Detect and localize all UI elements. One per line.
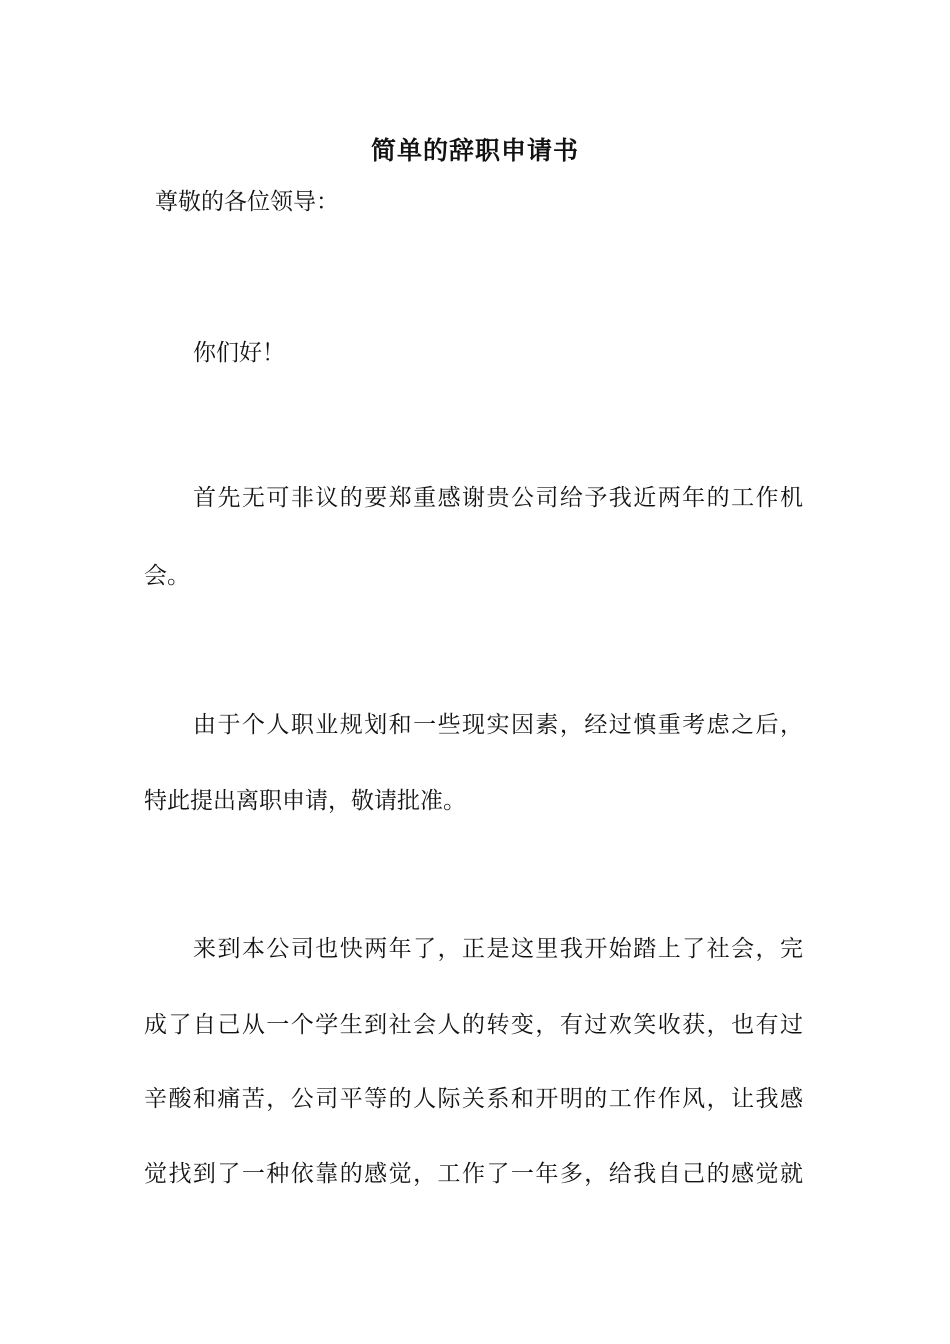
- greeting: 你们好！: [193, 340, 285, 366]
- paragraph-3-line-3: 辛酸和痛苦，公司平等的人际关系和开明的工作作风，让我感: [144, 1086, 803, 1112]
- paragraph-1-line-1: 首先无可非议的要郑重感谢贵公司给予我近两年的工作机: [193, 485, 803, 511]
- document-title: 简单的辞职申请书: [370, 136, 579, 165]
- paragraph-3-line-2: 成了自己从一个学生到社会人的转变，有过欢笑收获，也有过: [144, 1012, 803, 1038]
- paragraph-3-line-4: 觉找到了一种依靠的感觉，工作了一年多，给我自己的感觉就: [144, 1161, 803, 1187]
- paragraph-1-line-2: 会。: [144, 563, 190, 589]
- paragraph-2-line-1: 由于个人职业规划和一些现实因素，经过慎重考虑之后，: [193, 712, 803, 738]
- salutation: 尊敬的各位领导：: [155, 189, 339, 215]
- paragraph-3-line-1: 来到本公司也快两年了，正是这里我开始踏上了社会，完: [193, 936, 803, 962]
- paragraph-2-line-2: 特此提出离职申请，敬请批准。: [144, 788, 466, 814]
